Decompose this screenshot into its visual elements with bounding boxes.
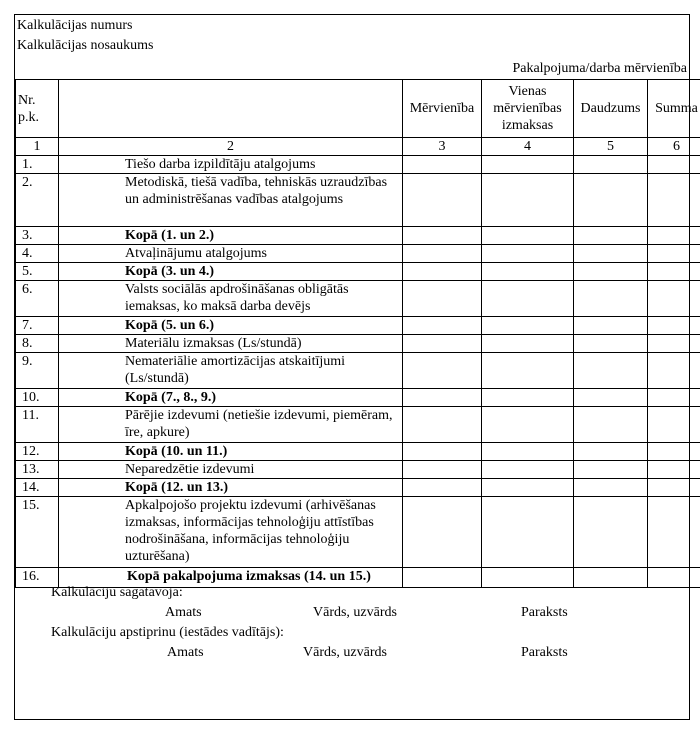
- quantity-cell[interactable]: [574, 497, 648, 568]
- column-header-sum: Summa: [648, 80, 700, 138]
- unit-cell[interactable]: [403, 407, 482, 443]
- sum-cell[interactable]: [648, 479, 700, 497]
- row-description: Metodiskā, tiešā vadība, tehniskās uzraudzības un administrēšanas vadības atalgojums: [59, 174, 403, 227]
- unit-cell[interactable]: [403, 353, 482, 389]
- row-description: Atvaļinājumu atalgojums: [59, 245, 403, 263]
- service-unit-label: Pakalpojuma/darba mērvienība: [512, 61, 687, 76]
- quantity-cell[interactable]: [574, 461, 648, 479]
- unit-cell[interactable]: [403, 497, 482, 568]
- row-description: Nemateriālie amortizācijas atskaitījumi (Ls/stundā): [59, 353, 403, 389]
- table-row: [16, 353, 700, 389]
- row-number: 8.: [16, 335, 59, 353]
- unit-cost-cell[interactable]: [482, 174, 574, 227]
- unit-cell[interactable]: [403, 245, 482, 263]
- column-number: 1: [16, 138, 59, 156]
- row-number: 6.: [16, 281, 59, 317]
- quantity-cell[interactable]: [574, 174, 648, 227]
- table-row: [16, 335, 700, 353]
- calculation-number-label: Kalkulācijas numurs: [17, 18, 133, 33]
- row-description: Kopā (1. un 2.): [59, 227, 403, 245]
- sum-cell[interactable]: [648, 407, 700, 443]
- table-row: [16, 497, 700, 568]
- table-row: [16, 443, 700, 461]
- table-row: [16, 461, 700, 479]
- cost-table: [15, 79, 700, 588]
- row-number: 9.: [16, 353, 59, 389]
- sum-cell[interactable]: [648, 263, 700, 281]
- unit-cell[interactable]: [403, 479, 482, 497]
- column-number: 2: [59, 138, 403, 156]
- unit-cell[interactable]: [403, 281, 482, 317]
- sum-cell[interactable]: [648, 389, 700, 407]
- table-row: [16, 479, 700, 497]
- prepared-name-label: Vārds, uzvārds: [313, 605, 397, 620]
- unit-cell[interactable]: [403, 156, 482, 174]
- approved-by-label: Kalkulāciju apstiprinu (iestādes vadītājs):: [51, 625, 284, 640]
- quantity-cell[interactable]: [574, 281, 648, 317]
- table-row: [16, 156, 700, 174]
- sum-cell[interactable]: [648, 281, 700, 317]
- row-number: 4.: [16, 245, 59, 263]
- quantity-cell[interactable]: [574, 245, 648, 263]
- prepared-signature-label: Paraksts: [521, 605, 568, 620]
- row-description: Valsts sociālās apdrošināšanas obligātās iemaksas, ko maksā darba devējs: [59, 281, 403, 317]
- column-header-unit-cost: Vienas mērvienības izmaksas: [482, 80, 574, 138]
- table-body: [16, 156, 700, 588]
- table-row: [16, 227, 700, 245]
- approved-name-label: Vārds, uzvārds: [303, 645, 387, 660]
- quantity-cell[interactable]: [574, 317, 648, 335]
- row-number: 14.: [16, 479, 59, 497]
- unit-cell[interactable]: [403, 443, 482, 461]
- quantity-cell[interactable]: [574, 389, 648, 407]
- sum-cell[interactable]: [648, 443, 700, 461]
- unit-cost-cell[interactable]: [482, 389, 574, 407]
- sum-cell[interactable]: [648, 497, 700, 568]
- quantity-cell[interactable]: [574, 353, 648, 389]
- row-description: Tiešo darba izpildītāju atalgojums: [59, 156, 403, 174]
- quantity-cell[interactable]: [574, 156, 648, 174]
- unit-cell[interactable]: [403, 227, 482, 245]
- row-number: 2.: [16, 174, 59, 227]
- row-description: Kopā pakalpojuma izmaksas (14. un 15.): [59, 568, 403, 588]
- row-description: Materiālu izmaksas (Ls/stundā): [59, 335, 403, 353]
- calculation-form: [14, 14, 698, 720]
- row-description: Kopā (10. un 11.): [59, 443, 403, 461]
- row-number: 16.: [16, 568, 59, 588]
- row-number: 1.: [16, 156, 59, 174]
- table-row: [16, 245, 700, 263]
- unit-cost-cell[interactable]: [482, 479, 574, 497]
- column-header-quantity: Daudzums: [574, 80, 648, 138]
- unit-cell[interactable]: [403, 263, 482, 281]
- unit-cost-cell[interactable]: [482, 156, 574, 174]
- quantity-cell[interactable]: [574, 335, 648, 353]
- table-header-row: [16, 80, 700, 138]
- unit-cell[interactable]: [403, 335, 482, 353]
- quantity-cell[interactable]: [574, 227, 648, 245]
- row-description: Kopā (5. un 6.): [59, 317, 403, 335]
- signature-section: [15, 583, 689, 719]
- table-row: [16, 263, 700, 281]
- unit-cost-cell[interactable]: [482, 443, 574, 461]
- table-row: [16, 281, 700, 317]
- unit-cell[interactable]: [403, 317, 482, 335]
- sum-cell[interactable]: [648, 174, 700, 227]
- column-header-unit: Mērvienība: [403, 80, 482, 138]
- column-number: 3: [403, 138, 482, 156]
- table-row: [16, 389, 700, 407]
- calculation-name-label: Kalkulācijas nosaukums: [17, 38, 154, 53]
- row-number: 15.: [16, 497, 59, 568]
- column-header-description: [59, 80, 403, 138]
- unit-cost-cell[interactable]: [482, 461, 574, 479]
- approved-signature-label: Paraksts: [521, 645, 568, 660]
- table-row: [16, 317, 700, 335]
- row-description: Kopā (12. un 13.): [59, 479, 403, 497]
- unit-cost-cell[interactable]: [482, 263, 574, 281]
- sum-cell[interactable]: [648, 317, 700, 335]
- row-number: 13.: [16, 461, 59, 479]
- sum-cell[interactable]: [648, 461, 700, 479]
- column-number: 6: [648, 138, 700, 156]
- quantity-cell[interactable]: [574, 263, 648, 281]
- unit-cost-cell[interactable]: [482, 227, 574, 245]
- unit-cost-cell[interactable]: [482, 281, 574, 317]
- column-header-nr: Nr. p.k.: [16, 80, 59, 138]
- quantity-cell[interactable]: [574, 407, 648, 443]
- table-row: [16, 174, 700, 227]
- row-description: Pārējie izdevumi (netiešie izdevumi, piemēram, īre, apkure): [59, 407, 403, 443]
- row-number: 12.: [16, 443, 59, 461]
- unit-cell[interactable]: [403, 174, 482, 227]
- sum-cell[interactable]: [648, 353, 700, 389]
- unit-cost-cell[interactable]: [482, 245, 574, 263]
- sum-cell[interactable]: [648, 227, 700, 245]
- prepared-position-label: Amats: [165, 605, 202, 620]
- unit-cell[interactable]: [403, 389, 482, 407]
- row-number: 10.: [16, 389, 59, 407]
- row-number: 11.: [16, 407, 59, 443]
- column-number: 5: [574, 138, 648, 156]
- row-number: 7.: [16, 317, 59, 335]
- column-number-row: [16, 138, 700, 156]
- quantity-cell[interactable]: [574, 443, 648, 461]
- approved-position-label: Amats: [167, 645, 204, 660]
- row-description: Neparedzētie izdevumi: [59, 461, 403, 479]
- unit-cost-cell[interactable]: [482, 353, 574, 389]
- quantity-cell[interactable]: [574, 479, 648, 497]
- prepared-by-label: Kalkulāciju sagatavoja:: [51, 585, 183, 600]
- unit-cell[interactable]: [403, 461, 482, 479]
- unit-cost-cell[interactable]: [482, 407, 574, 443]
- row-number: 5.: [16, 263, 59, 281]
- unit-cost-cell[interactable]: [482, 317, 574, 335]
- sum-cell[interactable]: [648, 245, 700, 263]
- sum-cell[interactable]: [648, 335, 700, 353]
- row-description: Kopā (7., 8., 9.): [59, 389, 403, 407]
- column-number: 4: [482, 138, 574, 156]
- table-row: [16, 407, 700, 443]
- row-description: Kopā (3. un 4.): [59, 263, 403, 281]
- row-number: 3.: [16, 227, 59, 245]
- unit-cost-cell[interactable]: [482, 497, 574, 568]
- row-description: Apkalpojošo projektu izdevumi (arhivēšanas izmaksas, informācijas tehnoloģiju attīstības nodrošināšana, informācijas tehnoloģiju uzturēšana): [59, 497, 403, 568]
- unit-cost-cell[interactable]: [482, 335, 574, 353]
- sum-cell[interactable]: [648, 156, 700, 174]
